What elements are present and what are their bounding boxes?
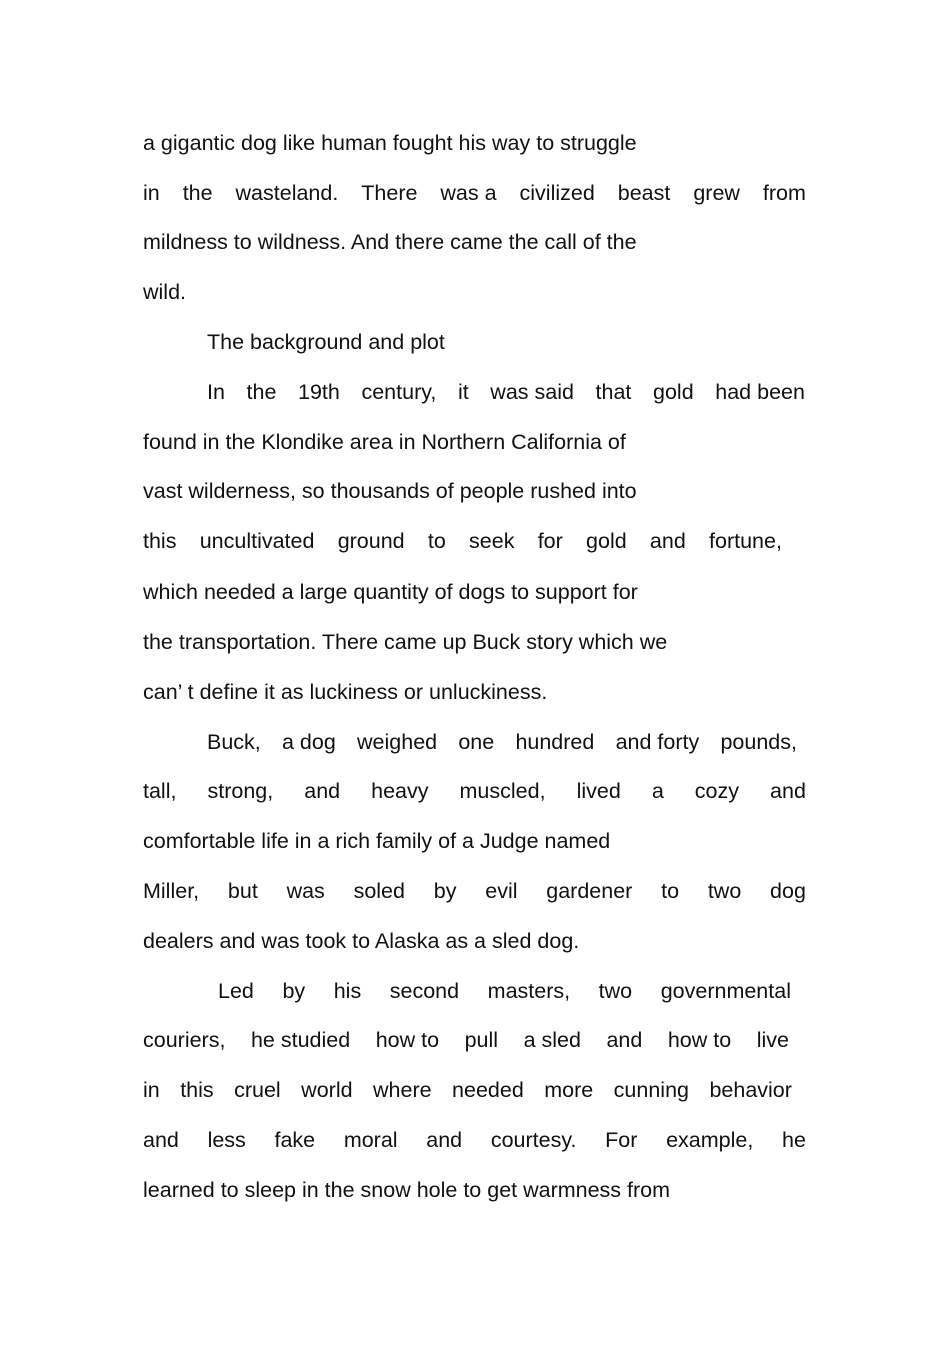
word: less: [207, 1128, 246, 1152]
text-line: [143, 1127, 806, 1153]
word: this: [143, 529, 177, 553]
word: a sled: [523, 1028, 581, 1052]
text-line: which needed a large quantity of dogs to support for: [143, 580, 638, 604]
word: gardener: [546, 879, 633, 903]
word: was said: [490, 380, 574, 404]
word: pounds,: [720, 730, 797, 754]
word: it: [457, 380, 469, 404]
text-line: [143, 878, 806, 904]
word: 19th: [298, 380, 340, 404]
word: moral: [343, 1128, 398, 1152]
word: soled: [353, 879, 405, 903]
word: needed: [452, 1078, 524, 1102]
word: weighed: [357, 730, 438, 754]
word: civilized: [519, 181, 595, 205]
word: his: [333, 979, 362, 1003]
word: second: [389, 979, 460, 1003]
word: strong,: [207, 779, 274, 803]
word: to: [427, 529, 446, 553]
word: cozy: [694, 779, 740, 803]
word: two: [598, 979, 633, 1003]
word: that: [595, 380, 632, 404]
word: and: [770, 779, 806, 803]
word: For: [605, 1128, 638, 1152]
text-line: [218, 978, 791, 1004]
word: he studied: [250, 1028, 351, 1052]
word: evil: [485, 879, 518, 903]
text-line: wild.: [143, 280, 187, 304]
text-line: [143, 528, 782, 554]
word: cunning: [613, 1078, 689, 1102]
word: had been: [715, 380, 805, 404]
word: two: [707, 879, 742, 903]
word: this: [180, 1078, 214, 1102]
word: grew: [693, 181, 740, 205]
word: more: [544, 1078, 594, 1102]
word: how to: [375, 1028, 440, 1052]
text-line: found in the Klondike area in Northern California of: [143, 430, 626, 454]
text-line: [143, 1027, 789, 1053]
word: cruel: [234, 1078, 281, 1102]
word: hundred: [515, 730, 595, 754]
word: lived: [576, 779, 621, 803]
word: he: [782, 1128, 806, 1152]
word: from: [762, 181, 806, 205]
word: the: [182, 181, 213, 205]
word: to: [661, 879, 680, 903]
word: and: [426, 1128, 463, 1152]
word: uncultivated: [199, 529, 315, 553]
word: and forty: [615, 730, 700, 754]
word: a: [651, 779, 664, 803]
word: by: [282, 979, 306, 1003]
word: fortune,: [709, 529, 782, 553]
text-line: [143, 778, 806, 804]
word: pull: [464, 1028, 499, 1052]
word: In: [207, 380, 225, 404]
word: century,: [361, 380, 437, 404]
text-line: can’ t define it as luckiness or unluckiness.: [143, 680, 548, 704]
word: a dog: [282, 730, 336, 754]
word: couriers,: [143, 1028, 226, 1052]
word: but: [227, 879, 258, 903]
text-line: a gigantic dog like human fought his way to struggle: [143, 131, 637, 155]
word: how to: [667, 1028, 732, 1052]
word: fake: [274, 1128, 316, 1152]
word: governmental: [660, 979, 791, 1003]
text-line: mildness to wildness. And there came the call of the: [143, 230, 637, 254]
word: muscled,: [459, 779, 546, 803]
section-heading: The background and plot: [207, 330, 445, 354]
text-line: dealers and was took to Alaska as a sled dog.: [143, 929, 580, 953]
word: gold: [586, 529, 627, 553]
word: Miller,: [143, 879, 200, 903]
word: in: [143, 181, 160, 205]
word: beast: [617, 181, 671, 205]
word: in: [143, 1078, 160, 1102]
text-line: comfortable life in a rich family of a Judge named: [143, 829, 611, 853]
word: tall,: [143, 779, 177, 803]
word: by: [433, 879, 457, 903]
word: and: [143, 1128, 179, 1152]
word: live: [756, 1028, 789, 1052]
word: masters,: [487, 979, 571, 1003]
word: Buck,: [207, 730, 261, 754]
text-line: [207, 729, 797, 755]
text-line: [207, 379, 805, 405]
word: There: [361, 181, 418, 205]
word: Led: [218, 979, 254, 1003]
text-line: vast wilderness, so thousands of people rushed into: [143, 479, 637, 503]
word: one: [458, 730, 495, 754]
word: and: [606, 1028, 643, 1052]
word: heavy: [371, 779, 429, 803]
word: courtesy.: [490, 1128, 577, 1152]
word: dog: [770, 879, 806, 903]
text-line: the transportation. There came up Buck story which we: [143, 630, 668, 654]
word: was: [286, 879, 325, 903]
word: was a: [440, 181, 497, 205]
word: seek: [469, 529, 515, 553]
word: behavior: [709, 1078, 792, 1102]
word: ground: [337, 529, 405, 553]
word: wasteland.: [235, 181, 339, 205]
word: where: [373, 1078, 432, 1102]
word: example,: [666, 1128, 754, 1152]
text-line: [143, 180, 806, 206]
word: gold: [653, 380, 694, 404]
word: the: [246, 380, 277, 404]
word: and: [649, 529, 686, 553]
word: and: [304, 779, 341, 803]
text-line: [143, 1077, 792, 1103]
text-line: learned to sleep in the snow hole to get warmness from: [143, 1178, 671, 1202]
word: for: [537, 529, 563, 553]
word: world: [301, 1078, 353, 1102]
